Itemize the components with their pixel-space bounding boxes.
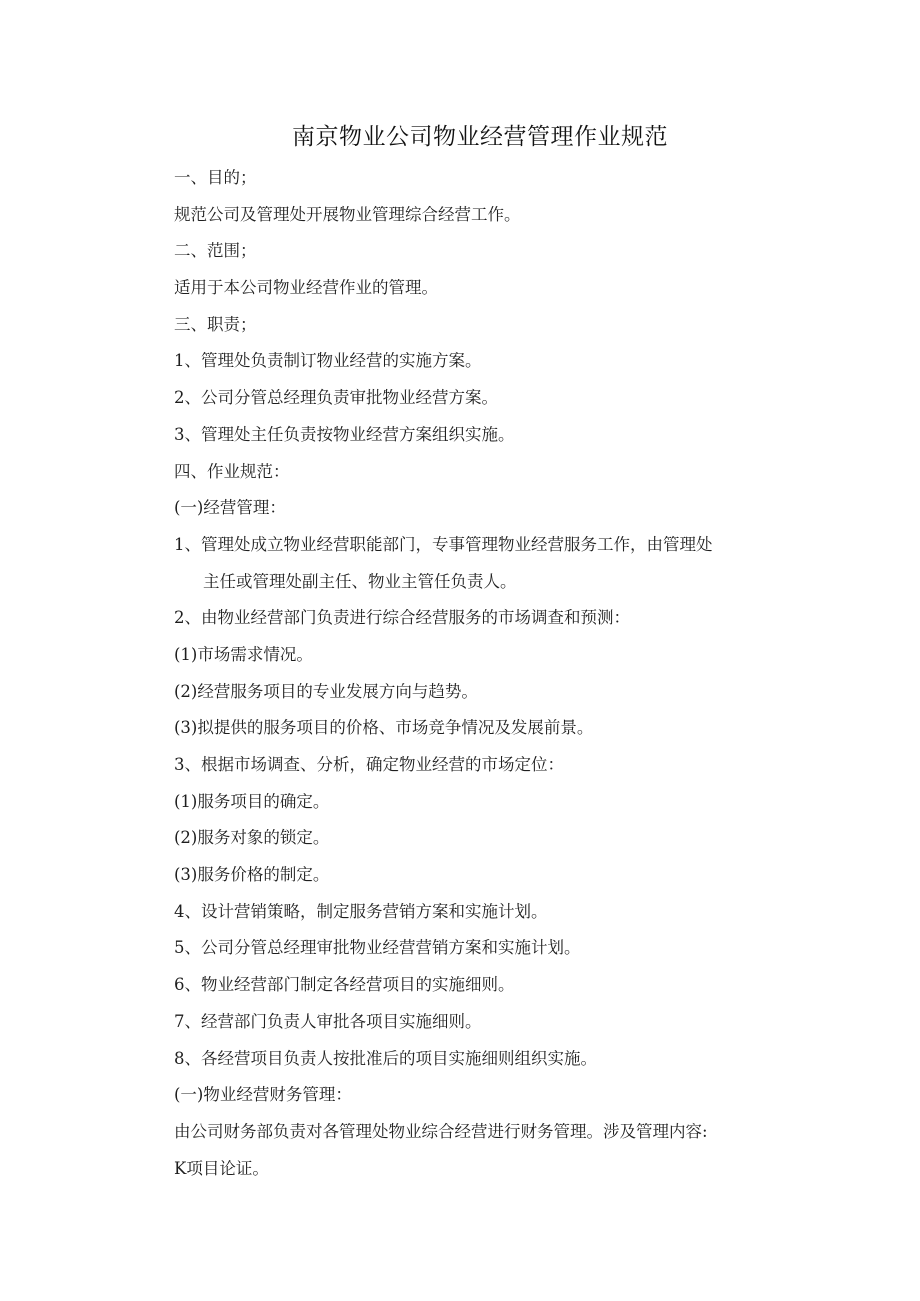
sub-list-item: (2)服务对象的锁定。 <box>174 828 330 848</box>
heading-scope: 二、范围； <box>174 241 257 261</box>
list-item: 1、管理处成立物业经营职能部门，专事管理物业经营服务工作，由管理处 <box>174 534 713 554</box>
list-item: 8、各经营项目负责人按批准后的项目实施细则组织实施。 <box>174 1048 597 1068</box>
heading-work-spec: 四、作业规范： <box>174 461 290 481</box>
list-item: 4、设计营销策略，制定服务营销方案和实施计划。 <box>174 901 548 921</box>
list-item-continuation: 主任或管理处副主任、物业主管任负责人。 <box>203 571 517 591</box>
sub-list-item: (3)服务价格的制定。 <box>174 865 330 885</box>
paragraph: 规范公司及管理处开展物业管理综合经营工作。 <box>174 204 521 224</box>
list-item: 1、管理处负责制订物业经营的实施方案。 <box>174 351 482 371</box>
list-item: 2、公司分管总经理负责审批物业经营方案。 <box>174 388 498 408</box>
document-title: 南京物业公司物业经营管理作业规范 <box>292 124 668 150</box>
paragraph: 适用于本公司物业经营作业的管理。 <box>174 278 438 298</box>
list-item: 3、管理处主任负责按物业经营方案组织实施。 <box>174 424 515 444</box>
heading-responsibilities: 三、职责； <box>174 314 257 334</box>
list-item: 7、经营部门负责人审批各项目实施细则。 <box>174 1011 482 1031</box>
paragraph: K项目论证。 <box>174 1158 269 1178</box>
sub-list-item: (2)经营服务项目的专业发展方向与趋势。 <box>174 681 478 701</box>
sub-list-item: (3)拟提供的服务项目的价格、市场竞争情况及发展前景。 <box>174 718 594 738</box>
list-item: 3、根据市场调查、分析，确定物业经营的市场定位： <box>174 755 564 774</box>
list-item: 2、由物业经营部门负责进行综合经营服务的市场调查和预测： <box>174 608 630 628</box>
list-item: 6、物业经营部门制定各经营项目的实施细则。 <box>174 975 515 995</box>
list-item: 5、公司分管总经理审批物业经营营销方案和实施计划。 <box>174 938 581 958</box>
subheading-finance: (一)物业经营财务管理： <box>174 1085 352 1105</box>
paragraph: 由公司财务部负责对各管理处物业综合经营进行财务管理。涉及管理内容: <box>174 1121 708 1141</box>
sub-list-item: (1)服务项目的确定。 <box>174 791 330 811</box>
document-body <box>174 160 784 1187</box>
subheading-operations: (一)经营管理： <box>174 498 286 518</box>
sub-list-item: (1)市场需求情况。 <box>174 644 313 664</box>
heading-purpose: 一、目的； <box>174 168 257 187</box>
